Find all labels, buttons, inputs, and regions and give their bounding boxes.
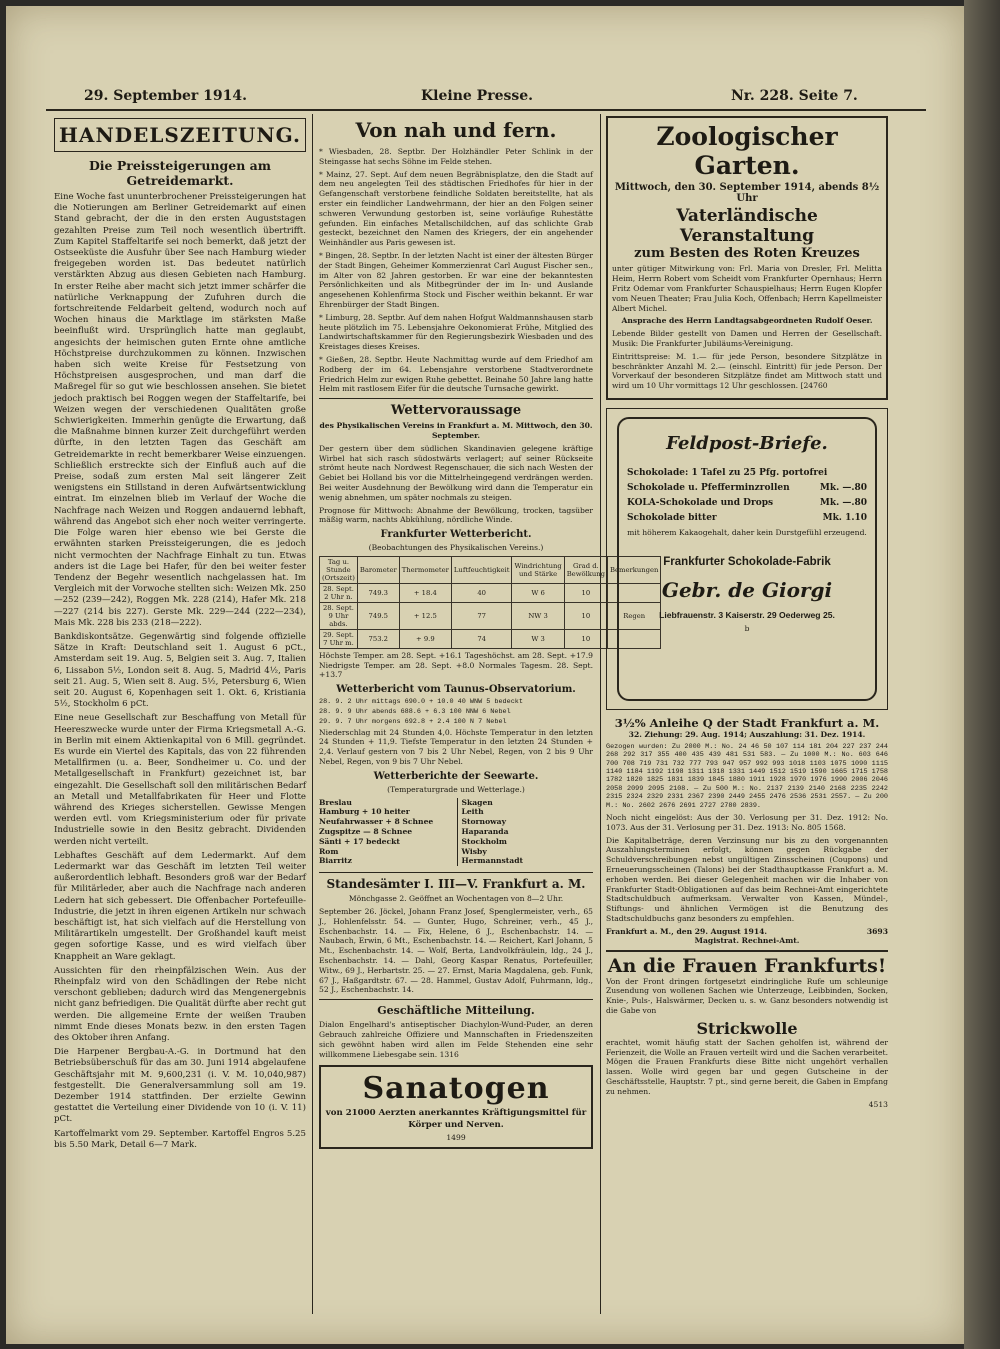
article-paragraph: Eine Woche fast ununterbrochener Preissteigerungen hat die Notierungen am Berliner Getreidemarkt auf einen Stand gebracht, der die in den ersten Auguststagen gezahlten Preise zum Teil noch wesentlich übertrifft. Zum Kapitel Staffeltarife sei noch bemerkt, daß jetzt der Ostseeküste die Ausfuhr über See nach Hamburg wieder freigegeben worden ist. Das bedeutet natürlich verstärkten Abzug aus diesen Gebieten nach Hamburg. In erster Reihe aber macht sich jetzt immer schärfer die natürliche Verknappung der Zufuhren durch die fortschreitende Feldarbeit geltend, wodurch noch auf Wochen hinaus die Marktlage im stärksten Maße beeinflußt wird. Ursprünglich hatte man geglaubt, angesichts der heimischen guten Ernte ohne amtliche Höchstpreise durchzukommen zu können. Inzwischen haben sich weite Kreise für Festsetzung von Höchstpreisen ausgesprochen, und man darf die Maßregel für so gut wie beschlossen ansehen. Sie bietet jedoch praktisch bei Roggen wegen der Staffeltarife, bei Weizen wegen der verschiedenen Qualitäten große Schwierigkeiten. Immerhin genügte die Erwartung, daß die Maßnahme binnen kurzer Zeit durchgeführt werden dürfte, in den letzten Tagen das Geschäft am Getreidemarkte in recht bemerkbarer Weise einzuengen. Schließlich erstreckte sich der Einfluß auch auf die Preise, sodaß zum ersten Mal seit längerer Zeit wenigstens ein Stillstand in deren Aufwärtsentwicklung eintrat. Im einzelnen blieb im Verlauf der Woche die Nachfrage nach Weizen und Roggen andauernd lebhaft, während das Angebot sich eher noch weiter verringerte. Die Folge waren hier ebenso wie bei Gerste die erwähnten starken Preissteigerungen, die es jedoch nicht vermochten der Nachfrage Einhalt zu tun. Etwas anders ist die Lage bei Hafer, für den bei weiter fester Tendenz der Begehr wesentlich nachgelassen hat. Im Vergleich mit der Vorwoche stellten sich: Weizen Mk. 250—252 (239—242), Roggen Mk. 228 (214), Hafer Mk. 218—227 (214 bis 227). Gerste Mk. 229—244 (222—234), Mais Mk. 228 bis 233 (218—222). [54, 192, 306, 628]
observation-cell: NW 3 [512, 602, 564, 629]
seewarte-title: Wetterberichte der Seewarte. [373, 770, 539, 782]
mitteilung-text: Dialon Engelhard's antiseptischer Diachylon-Wund-Puder, an deren Gebrauch zahlreiche Offiziere und Mannschaften in Friedenszeiten sich gewöhnt haben wird allen im Felde Stehenden eine sehr willkommene Liebesgabe sein. 1316 [319, 1020, 593, 1059]
sanatogen-text: von 21000 Aerzten anerkanntes Kräftigungsmittel für Körper und Nerven. [325, 1108, 587, 1130]
sanatogen-title: Sanatogen [362, 1071, 550, 1107]
anleihe-body: Die Kapitalbeträge, deren Verzinsung nur bis zu den vorgenannten Auszahlungsterminen erfolgt, können gegen Rückgabe der Schuldverschreibungen nebst ungültigen Zinsscheinen (Coupons) und Erneuerungsscheinen (Talons) bei der Stadthauptkasse Frankfurt a. M. erhoben werden. Bei dieser Gelegenheit machen wir die Inhaber von Frankfurter Stadt-Obligationen auf das beim Rechnei-Amt eingerichtete Stadtschuldbuch aufmerksam. Verwalter von Kassen, Mündel-, Stiftungs- und ähnlichen Vermögen ist die Benutzung des Stadtschuldbuchs ganz besonders zu empfehlen. [606, 835, 888, 923]
feldpost-items [627, 468, 867, 523]
feldpost-firm: Frankfurter Schokolade-Fabrik [663, 555, 831, 568]
observation-cell: W 6 [512, 583, 564, 602]
feldpost-item [627, 483, 867, 493]
feldpost-item-name: Schokolade u. Pfefferminzrollen [627, 482, 790, 493]
seewarte-table [319, 798, 593, 867]
seewarte-station: Breslau [319, 797, 352, 807]
observation-cell: Regen [608, 602, 661, 629]
advertisement-column [606, 116, 888, 1306]
observation-cell: 749.5 [357, 602, 399, 629]
frauen-appeal [606, 950, 888, 1110]
sanatogen-number: 1499 [446, 1132, 466, 1142]
news-item: * Limburg, 28. Septbr. Auf dem nahen Hofgut Waldmannshausen starb heute plötzlich im 75. Lebensjahre Oekonomierat Frühe, Mitglied des Landwirtschaftskammer für den Regierungsbezirk Wiesbaden und des Kreistages dieses Kreises. [319, 312, 593, 352]
weather-text: Der gestern über dem südlichen Skandinavien gelegene kräftige Wirbel hat sich rasch südostwärts verlagert; auf seiner Rückseite strömt heute nach Nordwest Regenschauer, die sich nach Westen der Gebiet bei Holland bis vor die Mittelrheingegend verdrängen werden. Bei weiter Ausdehnung der Bewölkung wird dann die Temperatur ein wenig abnehmen, um später nochmals zu steigen. [319, 443, 593, 502]
feldpost-item-name: KOLA-Schokolade und Drops [627, 497, 774, 508]
feldpost-name: Gebr. de Giorgi [661, 577, 833, 602]
anleihe-numbers: Gezogen wurden: Zu 2000 M.: No. 24 46 50 107 114 181 204 227 237 244 268 292 317 355 400 435 439 481 531 583. — Zu 1000 M.: No. 603 646 700 708 719 731 732 777 793 947 957 992 993 1018 1103 1075 1090 1115 1140 1184 1192 1198 1311 1318 1331 1449 1512 1519 1590 1665 1715 1758 1782 1820 1825 1831 1839 1845 1880 1911 1928 1970 1976 1990 2006 2046 2058 2099 2095 2108. — Zu 500 M.: No. 2137 2139 2140 2168 2235 2242 2315 2324 2329 2331 2367 2390 2449 2455 2476 2536 2531 2557. — Zu 200 M.: No. 2602 2676 2691 2727 2780 2839. [606, 742, 888, 810]
seewarte-station: Hermannstadt [461, 856, 524, 866]
divider [319, 999, 593, 1000]
observation-header-cell: Tag u. Stunde (Ortszeit) [320, 556, 358, 583]
seewarte-station: Wisby [461, 846, 487, 856]
weather-title: Wettervoraussage [390, 403, 522, 419]
observation-footnote: Höchste Temper. am 28. Sept. +16.1 Tageshöchst. am 28. Sept. +17.9 Niedrigste Temper. am 28. Sept. +8.0 Normales Tagesm. 28. Sept. +13.7 [319, 650, 593, 680]
observation-cell: 28. Sept. 2 Uhr n. [320, 583, 358, 602]
observation-cell: 753.2 [357, 629, 399, 648]
article-headline: Die Preissteigerungen am Getreidemarkt. [88, 158, 272, 188]
seewarte-station: Rom [319, 846, 339, 856]
observation-cell: 749.3 [357, 583, 399, 602]
observation-cell: 28. Sept. 9 Uhr abds. [320, 602, 358, 629]
anleihe-signature: Magistrat. Rechnei-Amt. [694, 935, 800, 945]
article-paragraph: Bankdiskontsätze. Gegenwärtig sind folgende offizielle Sätze in Kraft: Deutschland seit 1. August 6 pCt., Amsterdam seit 19. Aug. 5, Belgien seit 3. Aug. 7, Italien 6, Lissabon 5½, London seit 8. Aug. 5, Madrid 4½, Paris seit 21. Aug. 5, Wien seit 8. Aug. 5½, Petersburg 6, Wien seit 20. August 6, Kopenhagen seit 1. Okt. 6, Kristiania 5½, Stockholm 6 pCt. [54, 631, 306, 710]
standesamt-text: September 26. Jöckel, Johann Franz Josef, Spenglermeister, verh., 65 J., Hohlenfelsstr. 54. — Gunter, Hugo, Schreiner, verh., 45 J., Eschenbachstr. 14. — Fix, Helene, 6 J., Eschenbachstr. 14. — Naubach, Erwin, 6 Mt., Eschenbachstr. 14. — Reichert, Karl Johann, 5 Mt., Eschenbachstr. 14. — Wolf, Berta, Landvolkfräulein, ldg., 24 J., Eschenbachstr. 14. — Dahl, Georg Kaspar Renatus, Portefeuiller, Witw., 69 J., Herbartstr. 25. — 27. Ernst, Maria Magdalena, geb. Funk, 67 J., Haßgardtstr. 67. — 28. Hammel, Gustav Adolf, Fuhrmann, ldg., 52 J., Eschenbachstr. 14. [319, 907, 593, 995]
frauen-number: 4513 [868, 1099, 888, 1109]
feldpost-item [627, 498, 867, 508]
anleihe-outstanding: Noch nicht eingelöst: Aus der 30. Verlosung per 31. Dez. 1912: No. 1073. Aus der 31. Verlosung per 31. Dez. 1913: No. 805 1568. [606, 813, 888, 832]
seewarte-subtitle: (Temperaturgrade und Wetterlage.) [387, 784, 525, 794]
seewarte-left [319, 798, 451, 867]
seewarte-station: Biarritz [319, 856, 352, 866]
feldpost-note: mit höherem Kakaogehalt, daher kein Durstgefühl erzeugend. [627, 527, 867, 537]
section-title: Von nah und fern. [355, 118, 557, 142]
observation-cell: 10 [564, 583, 607, 602]
article-paragraph: Aussichten für den rheinpfälzischen Wein. Aus der Rheinpfalz wird von den Schädlingen der Rebe nicht verschont geblieben; dadurch wird das Mengenergebnis nicht ganz befriedigen. Die Qualität dürfte aber recht gut werden. Die allgemeine Ernte der weißen Trauben nimmt Ende dieses Monats bezw. in den ersten Tagen des Oktober ihren Anfang. [54, 965, 306, 1044]
feldpost-item-name: Schokolade: 1 Tafel zu 25 Pfg. portofrei [627, 467, 828, 478]
article-paragraph: Die Harpener Bergbau-A.-G. in Dortmund hat den Betriebsüberschuß für das am 30. Juni 1914 abgelaufene Geschäftsjahr mit M. 9,600,231 (i. V. M. 10,040,987) festgestellt. Die Generalversammlung soll am 19. Dezember 1914 stattfinden. Der erzielte Gewinn gestattet die Verteilung einer Dividende von 10 (i. V. 11) pCt. [54, 1047, 306, 1125]
newspaper-page [6, 6, 964, 1344]
column-divider-right [600, 114, 601, 1314]
observation-cell: 77 [451, 602, 512, 629]
feldpost-mark: b [744, 623, 750, 633]
observation-cell: 10 [564, 629, 607, 648]
observation-cell: + 18.4 [399, 583, 451, 602]
header-rule [46, 109, 926, 111]
observation-cell: 10 [564, 602, 607, 629]
anleihe-sign-row [606, 927, 888, 936]
news-item: * Wiesbaden, 28. Septbr. Der Holzhändler Peter Schlink in der Steingasse hat sechs Söhne im Felde stehen. [319, 147, 593, 166]
feldpost-item-price: Mk. —.80 [819, 482, 867, 493]
observation-header-cell: Grad d. Bewölkung [564, 556, 607, 583]
standesamt-subtitle: Mönchgasse 2. Geöffnet an Wochentagen von 8—2 Uhr. [348, 894, 564, 904]
masthead-title: HANDELSZEITUNG. [59, 123, 301, 147]
handelszeitung-masthead [54, 118, 306, 152]
anleihe-place-date: Frankfurt a. M., den 29. August 1914. [606, 926, 768, 936]
observation-cell: + 12.5 [399, 602, 451, 629]
seewarte-station: Neufahrwasser + 8 Schnee [319, 817, 434, 827]
observation-header-cell: Windrichtung und Stärke [512, 556, 564, 583]
header-issue: Nr. 228. Seite 7. [731, 88, 858, 104]
taunus-row: 28. 9. 2 Uhr mittags 690.0 + 10.0 40 WNW 5 bedeckt [319, 698, 523, 707]
seewarte-station: Stockholm [461, 836, 507, 846]
observation-cell: 29. Sept. 7 Uhr m. [320, 629, 358, 648]
seewarte-station: Hamburg + 10 heiter [319, 807, 410, 817]
taunus-rows [319, 698, 593, 727]
taunus-text: Niederschlag mit 24 Stunden 4,0. Höchste Temperatur in den letzten 24 Stunden + 11,9. Tiefste Temperatur in den letzten 24 Stunden + 2,4. Verlauf gestern von 7 bis 2 Uhr Nebel, Regen, von 2 bis 9 Uhr Nebel, Regen, von 9 bis 7 Uhr Nebel. [319, 727, 593, 767]
zoo-cast: unter gütiger Mitwirkung von: Frl. Maria von Dresler, Frl. Melitta Heim, Herrn Robert vom Scheidt vom Frankfurter Opernhaus; Herrn Fritz Odemar vom Frankfurter Schauspielhaus; Herrn Eugen Klopfer vom Neuen Theater; Frau Julia Koch, Offenbach; Herrn Kapellmeister Albert Michel. [612, 264, 882, 313]
observation-cell: 40 [451, 583, 512, 602]
zoo-bilder: Lebende Bilder gestellt von Damen und Herren der Gesellschaft. Musik: Die Frankfurter Jubiläums-Vereinigung. [612, 329, 882, 348]
observation-header-cell: Luftfeuchtigkeit [451, 556, 512, 583]
zoo-ad [606, 116, 888, 400]
standesamt-title: Standesämter I. III—V. Frankfurt a. M. [326, 877, 586, 892]
taunus-row: 29. 9. 7 Uhr morgens 692.8 + 2.4 100 N 7 Nebel [319, 717, 507, 726]
sanatogen-ad [319, 1065, 593, 1148]
frauen-text-2: erachtet, womit häufig statt der Sachen geholfen ist, während der Ferienzeit, die Wolle an Frauen verteilt wird und die Sachen verarbeitet. Mögen die Frauen Frankfurts diese Bitte nicht ungehört verhallen lassen. Wolle wird gegen bar und gegen Gutscheine in der Geschäftsstelle, Hauptstr. 7 pt., sind gerne bereit, die Gaben in Empfang zu nehmen. [606, 1037, 888, 1096]
handelszeitung-column [54, 118, 306, 1298]
feldpost-item [627, 468, 867, 478]
frauen-strickwolle: Strickwolle [696, 1018, 798, 1038]
observation-header-cell: Barometer [357, 556, 399, 583]
anleihe-subtitle: 32. Ziehung: 29. Aug. 1914; Auszahlung: 31. Dez. 1914. [628, 729, 866, 739]
observation-title: Frankfurter Wetterbericht. [380, 529, 532, 541]
observation-subtitle: (Beobachtungen des Physikalischen Vereins.) [368, 543, 544, 553]
observation-cell: W 3 [512, 629, 564, 648]
anleihe-number: 3693 [866, 926, 888, 936]
article-paragraph: Eine neue Gesellschaft zur Beschaffung von Metall für Heereszwecke wurde unter der Firma Kriegsmetall A.-G. in Berlin mit einem Aktienkapital von 6 Mill. gegründet. Es wurde ein Viertel des Kapitals, das von 22 führenden Metallfirmen (u. a. Beer, Sondheimer u. Co. und der Metallgesellschaft in Frankfurt) gezeichnet ist, bar eingezahlt. Die Gesellschaft soll den militärischen Bedarf an Metall und Metallfabrikaten für Heer und Flotte während des Krieges sicherstellen. Gewisse Mengen werden evtl. vom Kriegsministerium oder für private Industrielle sowie in den Besitz gebracht. Dividenden werden nicht verteilt. [54, 713, 306, 847]
mitteilung-title: Geschäftliche Mitteilung. [377, 1004, 535, 1018]
feldpost-item-name: Schokolade bitter [627, 512, 717, 523]
zoo-speech: Ansprache des Herrn Landtagsabgeordneten Rudolf Oeser. [621, 316, 873, 326]
zoo-date: Mittwoch, den 30. September 1914, abends 8½ Uhr [614, 182, 880, 205]
article-paragraph: Lebhaftes Geschäft auf dem Ledermarkt. Auf dem Ledermarkt war das Geschäft im letzten Teil weiter außerordentlich lebhaft. Besonders groß war der Bedarf für Militärleder, aber auch die Nachfrage nach anderen Ledern hat sich gebessert. Die Offenbacher Portefeuille-Industrie, die jetzt in ihren eigenen Artikeln nur schwach beschäftigt ist, hat sich vielfach auf die Herstellung von Militärartikeln umgestellt. Der Großhandel kauft meist gegen sofortige Kasse, und es wird vielfach über Knappheit an Ware geklagt. [54, 850, 306, 962]
feldpost-item-price: Mk. 1.10 [822, 512, 867, 523]
header-date: 29. September 1914. [84, 88, 248, 104]
frauen-title: An die Frauen Frankfurts! [607, 954, 887, 977]
zoo-title: Zoologischer Garten. [656, 122, 838, 180]
header-paper-name: Kleine Presse. [421, 88, 534, 104]
observation-header-cell: Thermometer [399, 556, 451, 583]
zoo-event: Vaterländische Veranstaltung [676, 206, 818, 247]
zoo-event-cause: zum Besten des Roten Kreuzes [634, 246, 860, 262]
weather-subtitle: des Physikalischen Vereins in Frankfurt a. M. Mittwoch, den 30. September. [319, 421, 593, 440]
feldpost-title: Feldpost-Briefe. [666, 432, 828, 454]
article-paragraph: Kartoffelmarkt vom 29. September. Kartoffel Engros 5.25 bis 5.50 Mark, Detail 6—7 Mark. [54, 1128, 306, 1150]
feldpost-content [627, 433, 867, 634]
column-divider-left [312, 114, 313, 1314]
feldpost-item [627, 513, 867, 523]
seewarte-station: Haparanda [461, 827, 509, 837]
observation-cell: 74 [451, 629, 512, 648]
observation-cell: + 9.9 [399, 629, 451, 648]
zoo-entry: Eintrittspreise: M. 1.— für jede Person, besondere Sitzplätze in beschränkter Anzahl M. 2.— (einschl. Eintritt) für jede Person. Der Vorverkauf der besonderen Sitzplätze findet am Mittwoch statt und wird um 10 Uhr vormittags 12 Uhr geschlossen. [24760 [612, 351, 882, 391]
news-item: * Gießen, 28. Septbr. Heute Nachmittag wurde auf dem Friedhof am Rodberg der im 64. Lebensjahre verstorbene Stadtverordnete Friedrich Helm zur ewigen Ruhe gebettet. Beinahe 50 Jahre lang hatte Helm mit rastlosem Eifer für die deutsche Turnsache gewirkt. [319, 354, 594, 394]
weather-prognosis: Prognose für Mittwoch: Abnahme der Bewölkung, trocken, tagsüber mäßig warm, nachts Abkühlung, nördliche Winde. [319, 505, 593, 525]
seewarte-station: Zugspitze — 8 Schnee [319, 827, 413, 837]
feldpost-item-price: Mk. —.80 [819, 497, 867, 508]
frauen-text: Von der Front dringen fortgesetzt eindringliche Rufe um schleunige Zusendung von wollenen Sachen wie Unterzeuge, Leibbinden, Socken, Knie-, Puls-, Halswärmer, Decken u. s. w. Ganz besonders notwendig ist die Gabe von [606, 976, 888, 1015]
divider [319, 872, 593, 873]
seewarte-station: Sänti + 17 bedeckt [319, 836, 400, 846]
news-item: * Bingen, 28. Septbr. In der letzten Nacht ist einer der ältesten Bürger der Stadt Bingen, Geheimer Kommerzienrat Carl August Fischer sen., im Alter von 82 Jahren gestorben. Er war eine der bekanntesten Persönlichkeiten und als Mitbegründer der im In- und Auslande angesehenen Kohlenfirma Stock und Fischer weithin bekannt. Er war Ehrenbürger der Stadt Bingen. [319, 250, 593, 309]
observation-header-cell: Bemerkungen [608, 556, 661, 583]
taunus-title: Wetterbericht vom Taunus-Observatorium. [336, 684, 576, 696]
feldpost-address: Liebfrauenstr. 3 Kaiserstr. 29 Oederweg 25. [659, 609, 835, 620]
anleihe-title: 3½% Anleihe Q der Stadt Frankfurt a. M. [614, 715, 880, 730]
taunus-row: 28. 9. 9 Uhr abends 688.6 + 6.3 100 NNW 6 Nebel [319, 708, 511, 717]
seewarte-station: Skagen [461, 797, 493, 807]
news-item: * Mainz, 27. Sept. Auf dem neuen Begräbnisplatze, den die Stadt auf dem neu angelegten Teil des städtischen Friedhofes für hier in der Gefangenschaft verstorbene feindliche Soldaten bereitstellte, hat als erster ein feindlicher Landwehrmann, der hier an den Folgen seiner schweren Verwundung gestorben ist, seine vorläufige Ruhestätte gefunden. Ein einfaches Metallschildchen, auf das schlichte Grab gesteckt, bezeichnet den Namen des Kriegers, der ein angehender Weinhändler aus Paris gewesen ist. [319, 169, 593, 248]
news-column [319, 116, 659, 1301]
page-edge [964, 0, 1000, 1349]
divider [319, 398, 593, 399]
seewarte-right [457, 798, 594, 867]
anleihe-notice [606, 716, 888, 946]
feldpost-ad [606, 408, 888, 710]
seewarte-station: Leith [461, 807, 484, 817]
seewarte-station: Stornoway [461, 817, 507, 827]
